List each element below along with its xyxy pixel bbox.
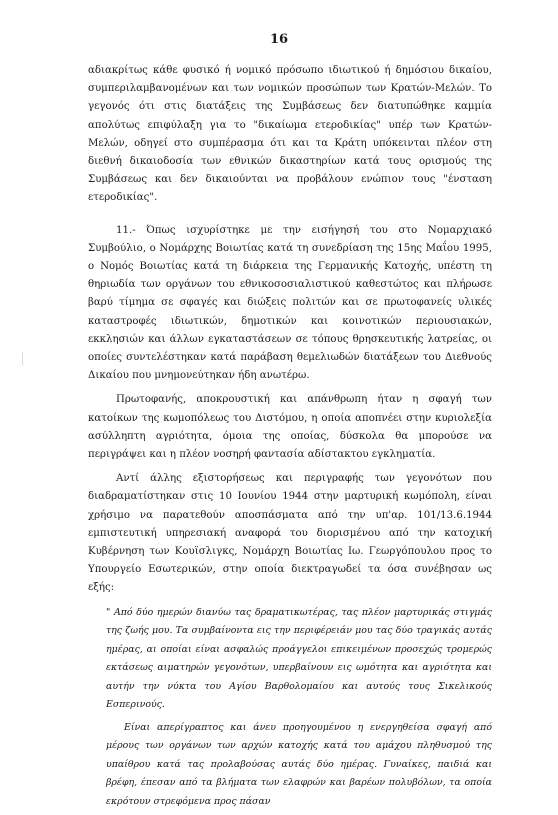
quoted-report [106, 604, 492, 812]
paragraph-11: 11.- Όπως ισχυρίστηκε με την εισήγησή του στο Νομαρχιακό Συμβούλιο, ο Νομάρχης Βοιωτίας κατά τη συνεδρίαση της 15ης Μαΐου 1995, ο Νομός Βοιωτίας κατά τη διάρκεια της Γερμανικής Κατοχής, υπέστη τη θηριωδία των οργάνων του εθνικοσοσιαλιστικού καθεστώτος και πλήρωσε βαρύ τίμημα σε σφαγές και διώξεις πολιτών και σε πρωτοφανείς υλικές καταστροφές ιδιωτικών, δημοτικών και κοινοτικών περιουσιακών, εκκλησιών και άλλων εγκαταστάσεων σε τόπους θρησκευτικής λατρείας, οι οποίες συντελέστηκαν κατά παράβαση θεμελιωδών διατάξεων του Διεθνούς Δικαίου που μνημονεύτηκαν ήδη ανωτέρω. [88, 224, 492, 382]
quote-paragraph-1: " Από δύο ημερών διανύω τας δραματικωτέρας, τας πλέον μαρτυρικάς στιγμάς της ζωής μου. Τα συμβαίνοντα εις την περιφέρειάν μου τας δύο τραγικάς αυτάς ημέρας, αι οποίαι είναι ασφαλώς προάγγελοι επικειμένων προσεχώς τρομερώς εκτάσεως αιματηρών γεγονότων, υπερβαίνουν εις ωμότητα και αγριότητα και αυτήν την νύκτα του Αγίου Βαρθολομαίου και αυτούς τους Σικελικούς Εσπερινούς. [106, 606, 492, 711]
document-body [88, 62, 492, 815]
paragraph-distomo-massacre: Πρωτοφανής, αποκρουστική και απάνθρωπη ήταν η σφαγή των κατοίκων της κωμοπόλεως του Διστόμου, η οποία αποπνέει στην κυριολεξία ασύλληπτη αγριότητα, όμοια της οποίας, δύσκολα θα μπορούσε να περιγράψει και η πλέον νοσηρή φαντασία αδίστακτου εγκληματία. [88, 394, 492, 461]
paragraph-report-intro: Αντί άλλης εξιστορήσεως και περιγραφής των γεγονότων που διαδραματίστηκαν στις 10 Ιουνίου 1944 στην μαρτυρική κωμόπολη, είναι χρήσιμο να παρατεθούν αποσπάσματα από την υπ'αρ. 101/13.6.1944 εμπιστευτική υπηρεσιακή αναφορά του διορισμένου από την κατοχική Κυβέρνηση των Κουϊσλιγκς, Νομάρχη Βοιωτίας Ιω. Γεωργόπουλου προς το Υπουργείο Εσωτερικών, στην οποία διεκτραγωδεί τα όσα συνέβησαν ως εξής: [88, 473, 492, 594]
scan-artifact [22, 352, 26, 366]
quote-paragraph-2: Είναι απερίγραπτος και άνευ προηγουμένου η ενεργηθείσα σφαγή από μέρους των οργάνων των αρχών κατοχής κατά του αμάχου πληθυσμού της υπαίθρου κατά τας προλαβούσας αυτάς δύο ημέρας. Γυναίκες, παιδιά και βρέφη, έπεσαν από τα βλήματα των ελαφρών και βαρέων πολυβόλων, τα οποία εκρότουν στρεφόμενα προς πάσαν [106, 721, 492, 807]
page-number: 16 [269, 32, 289, 47]
paragraph-continuation: αδιακρίτως κάθε φυσικό ή νομικό πρόσωπο ιδιωτικού ή δημόσιου δικαίου, συμπεριλαμβανομένων και των νομικών προσώπων των Κρατών-Μελών. Το γεγονός ότι στις διατάξεις της Συμβάσεως δεν διατυπώθηκε καμμία απολύτως επιφύλαξη για το "δικαίωμα ετεροδικίας" υπέρ των Κρατών-Μελών, οδηγεί στο συμπέρασμα ότι και τα Κράτη υπόκεινται πλέον στη διεθνή δικαιοδοσία των εθνικών δικαστηρίων κατά τους ορισμούς της Συμβάσεως και δεν δικαιούνται να προβάλουν ενώπιον τους "ένσταση ετεροδικίας". [88, 65, 492, 204]
